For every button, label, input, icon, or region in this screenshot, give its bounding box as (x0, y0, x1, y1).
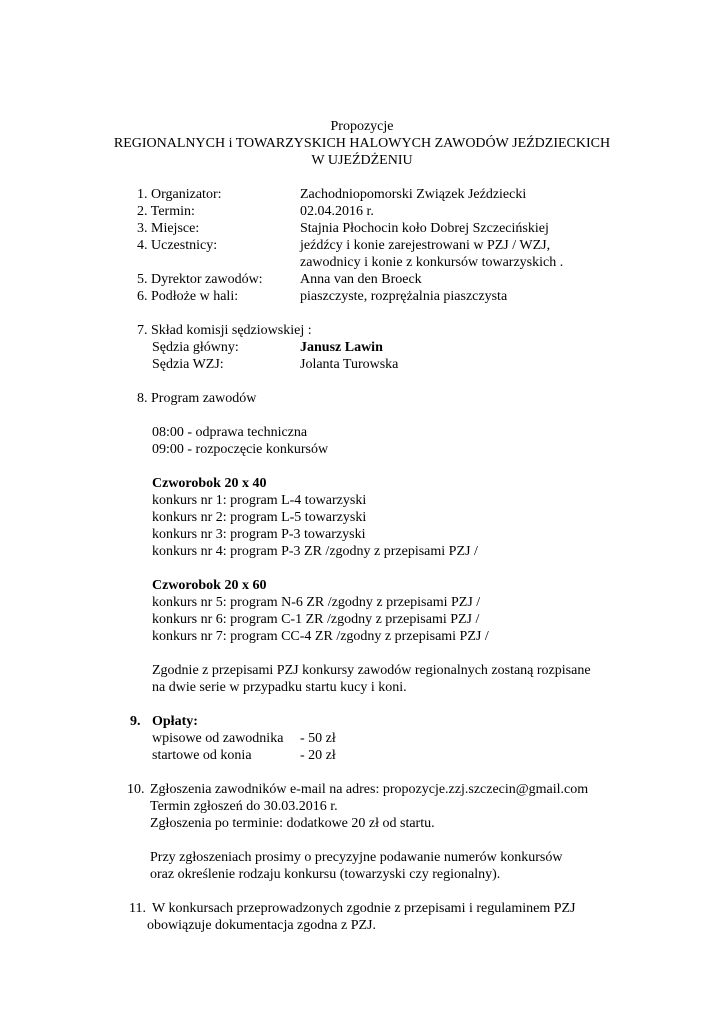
jury-heading: 7. Skład komisji sędziowskiej : (137, 323, 312, 338)
organizer-label: 1. Organizator: (137, 187, 222, 202)
title-discipline: W UJEŹDŻENIU (311, 153, 413, 168)
entries-note: Przy zgłoszeniach prosimy o precyzyjne podawanie numerów konkursów (150, 850, 563, 865)
arena2-competition: konkurs nr 7: program CC-4 ZR /zgodny z przepisami PZJ / (152, 629, 489, 644)
fee-amount: - 20 zł (300, 748, 336, 763)
venue-label: 3. Miejsce: (137, 221, 200, 236)
entries-note: oraz określenie rodzaju konkursu (towarzyski czy regionalny). (150, 867, 501, 882)
docs-line: W konkursach przeprowadzonych zgodnie z przepisami i regulaminem PZJ (152, 901, 576, 916)
title-propozycje: Propozycje (330, 119, 394, 134)
fees-number: 9. (130, 714, 141, 729)
arena2-competition: konkurs nr 6: program C-1 ZR /zgodny z przepisami PZJ / (152, 612, 480, 627)
date-value: 02.04.2016 r. (300, 204, 374, 219)
fee-label: startowe od konia (152, 748, 252, 763)
docs-number: 11. (129, 901, 146, 916)
entries-line: Zgłoszenia po terminie: dodatkowe 20 zł od startu. (150, 816, 435, 831)
fee-label: wpisowe od zawodnika (152, 731, 284, 746)
participants-value: jeźdźcy i konie zarejestrowani w PZJ / WZJ, (300, 238, 551, 253)
date-label: 2. Termin: (137, 204, 195, 219)
arena1-competition: konkurs nr 4: program P-3 ZR /zgodny z przepisami PZJ / (152, 544, 478, 559)
organizer-value: Zachodniopomorski Związek Jeździecki (300, 187, 527, 202)
wzj-judge-label: Sędzia WZJ: (152, 357, 224, 372)
docs-line: obowiązuje dokumentacja zgodna z PZJ. (147, 918, 376, 933)
arena1-title: Czworobok 20 x 40 (152, 476, 267, 491)
fee-amount: - 50 zł (300, 731, 336, 746)
entries-line: Zgłoszenia zawodników e-mail na adres: propozycje.zzj.szczecin@gmail.com (150, 782, 589, 797)
arena1-competition: konkurs nr 2: program L-5 towarzyski (152, 510, 367, 525)
program-note: Zgodnie z przepisami PZJ konkursy zawodów regionalnych zostaną rozpisane (152, 663, 591, 678)
director-value: Anna van den Broeck (300, 272, 422, 287)
chief-judge-label: Sędzia główny: (152, 340, 239, 355)
arena2-competition: konkurs nr 5: program N-6 ZR /zgodny z przepisami PZJ / (152, 595, 481, 610)
chief-judge-name: Janusz Lawin (300, 340, 383, 355)
surface-label: 6. Podłoże w hali: (137, 289, 239, 304)
title-event-name: REGIONALNYCH i TOWARZYSKICH HALOWYCH ZAWODÓW JEŹDZIECKICH (113, 136, 611, 151)
schedule-item: 09:00 - rozpoczęcie konkursów (152, 442, 329, 457)
wzj-judge-name: Jolanta Turowska (300, 357, 399, 372)
director-label: 5. Dyrektor zawodów: (137, 272, 263, 287)
arena2-title: Czworobok 20 x 60 (152, 578, 267, 593)
arena1-competition: konkurs nr 1: program L-4 towarzyski (152, 493, 367, 508)
program-note: na dwie serie w przypadku startu kucy i koni. (152, 680, 407, 695)
entries-line: Termin zgłoszeń do 30.03.2016 r. (150, 799, 338, 814)
participants-value-cont: zawodnicy i konie z konkursów towarzyskich . (300, 255, 564, 270)
surface-value: piaszczyste, rozprężalnia piaszczysta (300, 289, 508, 304)
fees-heading: Opłaty: (152, 714, 198, 729)
venue-value: Stajnia Płochocin koło Dobrej Szczecińskiej (300, 221, 549, 236)
participants-label: 4. Uczestnicy: (137, 238, 218, 253)
arena1-competition: konkurs nr 3: program P-3 towarzyski (152, 527, 366, 542)
program-heading: 8. Program zawodów (137, 391, 257, 406)
entries-number: 10. (127, 782, 145, 797)
schedule-item: 08:00 - odprawa techniczna (152, 425, 308, 440)
